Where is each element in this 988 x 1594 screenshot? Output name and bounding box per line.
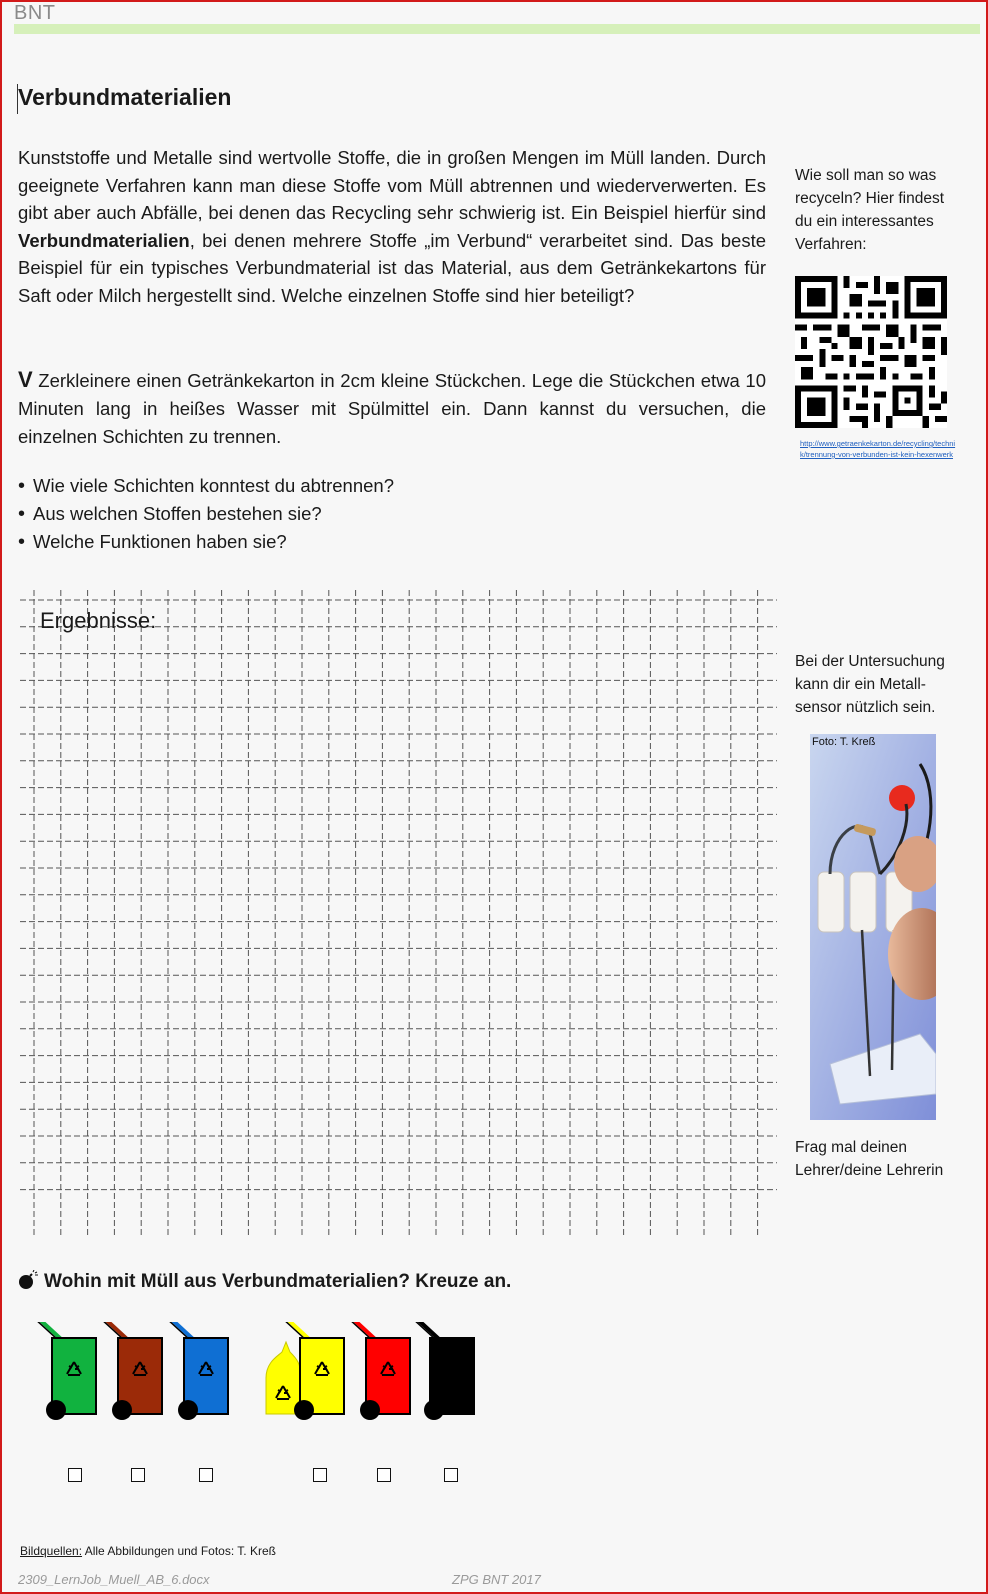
experiment-text: Zerkleinere einen Getränkekarton in 2cm kleine Stückchen. Lege die Stückchen etwa 10 Minuten lang in heißes Wasser mit Spülmittel ein. Dann kannst du versuchen, die einzelnen Schichten zu trennen.	[18, 370, 766, 447]
question-item: • Welche Funktionen haben sie?	[18, 528, 394, 556]
checkbox-green-bin[interactable]	[68, 1468, 82, 1482]
intro-keyword: Verbundmaterialien	[18, 229, 190, 251]
experiment-marker: V	[18, 367, 33, 392]
teacher-note-line: Lehrer/deine Lehrerin	[795, 1162, 944, 1179]
yellow-bin	[266, 1322, 344, 1420]
sensor-note	[795, 650, 945, 719]
brown-bin	[100, 1322, 162, 1420]
metal-sensor-photo	[810, 734, 936, 1120]
question-list	[18, 472, 394, 556]
qr-source-link[interactable]: http://www.getraenkekarton.de/recycling/technik/trennung-von-verbunden-ist-kein-hexenwerk	[800, 439, 956, 459]
subject-header: BNT	[14, 2, 56, 24]
checkbox-yellow-bin[interactable]	[313, 1468, 327, 1482]
question-item: • Aus welchen Stoffen bestehen sie?	[18, 500, 394, 528]
footer-filename: 2309_LernJob_Muell_AB_6.docx	[18, 1572, 210, 1587]
experiment-paragraph	[18, 366, 766, 451]
results-grid[interactable]	[20, 590, 777, 1238]
qr-code[interactable]	[795, 274, 947, 430]
waste-bins	[18, 1322, 488, 1452]
recycle-note-line: Verfahren:	[795, 236, 867, 253]
footer-organization: ZPG BNT 2017	[452, 1572, 541, 1587]
red-bin	[348, 1322, 410, 1420]
intro-paragraph	[18, 144, 766, 309]
intro-text-2: , bei denen mehrere Stoffe „im Verbund“ verarbeitet sind. Das beste Beispiel für ein typisches Verbundmaterial ist das Material, aus dem Getränkekartons für Saft oder Milch hergestellt sind. Welche einzelnen Stoffe sind hier beteiligt?	[18, 229, 766, 306]
bin-task-text: Wohin mit Müll aus Verbundmaterialien? Kreuze an.	[44, 1271, 512, 1292]
sensor-note-line: sensor nützlich sein.	[795, 699, 936, 716]
question-item: • Wie viele Schichten konntest du abtrennen?	[18, 472, 394, 500]
checkbox-black-bin[interactable]	[444, 1468, 458, 1482]
recycle-note-line: Wie soll man so was	[795, 167, 937, 184]
checkbox-brown-bin[interactable]	[131, 1468, 145, 1482]
checkbox-blue-bin[interactable]	[199, 1468, 213, 1482]
header-bar	[14, 24, 980, 34]
teacher-note-line: Frag mal deinen	[795, 1139, 908, 1156]
green-bin	[34, 1322, 96, 1420]
recycle-note	[795, 164, 944, 256]
blue-bin	[166, 1322, 228, 1420]
sources-label: Bildquellen:	[20, 1544, 83, 1558]
black-bin	[412, 1322, 474, 1420]
image-sources	[20, 1544, 276, 1558]
checkbox-red-bin[interactable]	[377, 1468, 391, 1482]
sources-text: Alle Abbildungen und Fotos: T. Kreß	[82, 1544, 276, 1558]
intro-text-1: Kunststoffe und Metalle sind wertvolle Stoffe, die in großen Mengen im Müll landen. Durch geeignete Verfahren kann man diese Stoffe vom Müll abtrennen und wiederverwerten. Es gibt aber auch Abfälle, bei denen das Recycling sehr schwierig ist. Ein Beispiel hierfür sind	[18, 147, 766, 223]
results-label: Ergebnisse:	[40, 608, 157, 633]
recycle-note-line: du ein interessantes	[795, 213, 934, 230]
recycle-note-line: recyceln? Hier findest	[795, 190, 945, 207]
page-title: Verbundmaterialien	[18, 84, 232, 110]
bomb-icon	[18, 1270, 38, 1290]
photo-credit: Foto: T. Kreß	[812, 736, 876, 748]
sensor-note-line: kann dir ein Metall-	[795, 676, 926, 693]
bin-task-heading	[18, 1270, 511, 1293]
teacher-note	[795, 1136, 943, 1182]
sensor-note-line: Bei der Untersuchung	[795, 653, 945, 670]
